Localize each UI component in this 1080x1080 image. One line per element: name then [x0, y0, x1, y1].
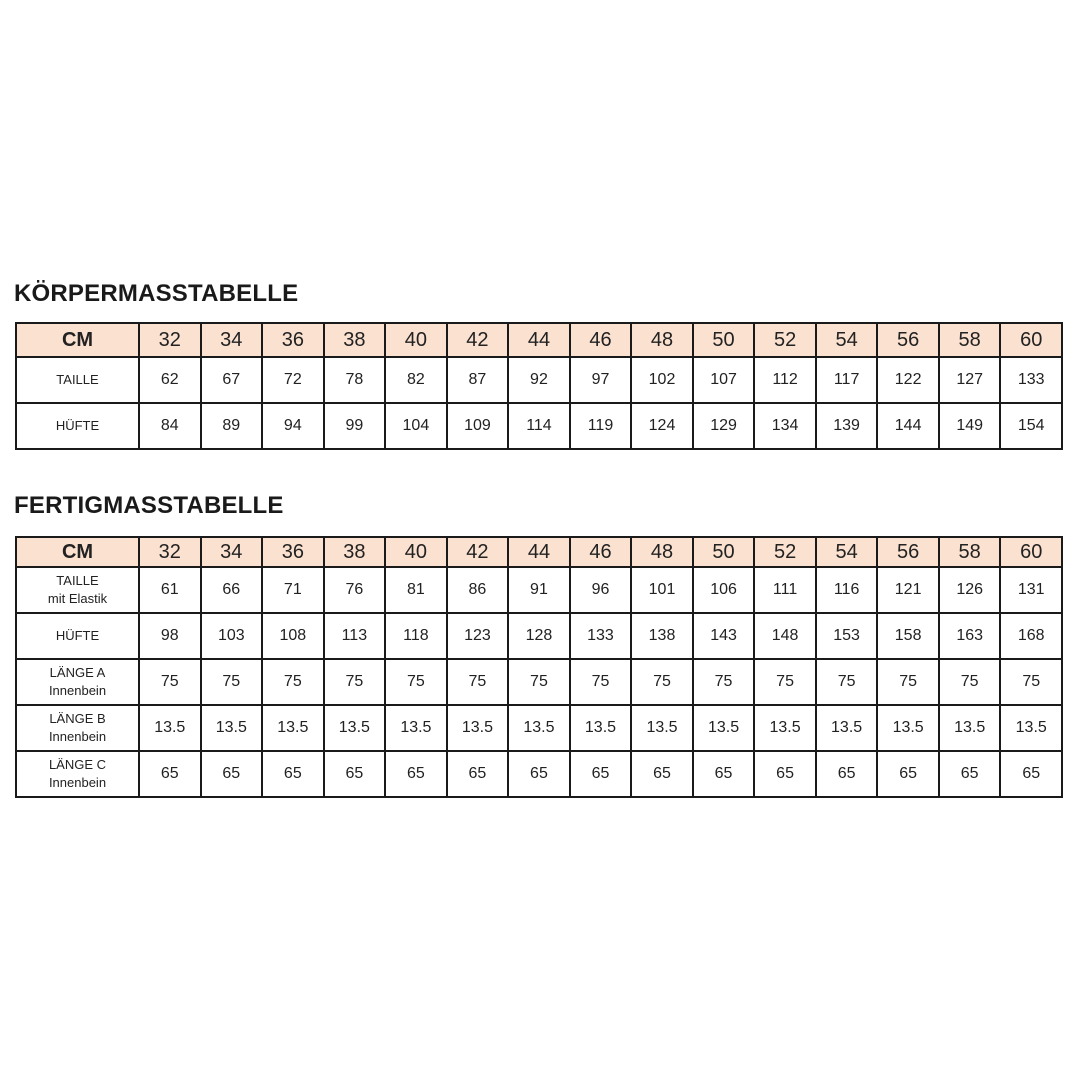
size-header-cell: 58: [939, 537, 1001, 567]
row-label-line: HÜFTE: [55, 418, 100, 433]
row-label-line: HÜFTE: [55, 628, 100, 643]
measurement-cell: 75: [754, 659, 816, 705]
measurement-cell: 121: [877, 567, 939, 613]
size-header-cell: 46: [570, 323, 632, 357]
size-header-cell: 54: [816, 537, 878, 567]
size-header-cell: 56: [877, 323, 939, 357]
size-header-cell: 32: [139, 323, 201, 357]
measurement-cell: 13.5: [631, 705, 693, 751]
size-header-cell: 48: [631, 537, 693, 567]
measurement-cell: 138: [631, 613, 693, 659]
unit-header-cell: CM: [16, 537, 139, 567]
table-row: [16, 705, 1062, 751]
measurement-cell: 101: [631, 567, 693, 613]
measurement-cell: 92: [508, 357, 570, 403]
measurement-cell: 13.5: [262, 705, 324, 751]
measurement-cell: 75: [693, 659, 755, 705]
table-row: [16, 613, 1062, 659]
measurement-cell: 98: [139, 613, 201, 659]
measurement-cell: 65: [693, 751, 755, 797]
measurement-cell: 75: [631, 659, 693, 705]
measurement-cell: 65: [385, 751, 447, 797]
measurement-cell: 128: [508, 613, 570, 659]
measurement-cell: 72: [262, 357, 324, 403]
measurement-cell: 75: [201, 659, 263, 705]
finished-measurements-title: FERTIGMASSTABELLE: [14, 492, 284, 519]
size-header-cell: 32: [139, 537, 201, 567]
measurement-cell: 65: [1000, 751, 1062, 797]
measurement-cell: 81: [385, 567, 447, 613]
size-header-cell: 44: [508, 323, 570, 357]
measurement-cell: 13.5: [754, 705, 816, 751]
size-header-row: [16, 537, 1062, 567]
measurement-cell: 65: [570, 751, 632, 797]
row-label-line: Innenbein: [48, 683, 107, 698]
table-row: [16, 403, 1062, 449]
size-header-cell: 38: [324, 323, 386, 357]
row-label-line: LÄNGE A: [49, 665, 106, 680]
measurement-cell: 103: [201, 613, 263, 659]
row-label-cell: [16, 613, 139, 659]
row-label-line: mit Elastik: [47, 591, 108, 606]
measurement-cell: 13.5: [570, 705, 632, 751]
measurement-cell: 97: [570, 357, 632, 403]
measurement-cell: 13.5: [877, 705, 939, 751]
row-label-cell: [16, 659, 139, 705]
measurement-cell: 153: [816, 613, 878, 659]
measurement-cell: 65: [877, 751, 939, 797]
size-header-cell: 56: [877, 537, 939, 567]
measurement-cell: 13.5: [139, 705, 201, 751]
measurement-cell: 65: [508, 751, 570, 797]
measurement-cell: 75: [877, 659, 939, 705]
measurement-cell: 113: [324, 613, 386, 659]
size-header-cell: 50: [693, 537, 755, 567]
row-label-line: TAILLE: [56, 372, 99, 387]
measurement-cell: 108: [262, 613, 324, 659]
measurement-cell: 76: [324, 567, 386, 613]
measurement-cell: 13.5: [816, 705, 878, 751]
measurement-cell: 114: [508, 403, 570, 449]
measurement-cell: 65: [262, 751, 324, 797]
finished-measurements-table: [15, 536, 1063, 798]
measurement-cell: 87: [447, 357, 509, 403]
measurement-cell: 168: [1000, 613, 1062, 659]
size-header-cell: 48: [631, 323, 693, 357]
row-label-line: LÄNGE B: [49, 711, 106, 726]
measurement-cell: 131: [1000, 567, 1062, 613]
measurement-cell: 13.5: [447, 705, 509, 751]
measurement-cell: 75: [139, 659, 201, 705]
measurement-cell: 67: [201, 357, 263, 403]
measurement-cell: 13.5: [508, 705, 570, 751]
measurement-cell: 134: [754, 403, 816, 449]
measurement-cell: 123: [447, 613, 509, 659]
measurement-cell: 65: [754, 751, 816, 797]
measurement-cell: 102: [631, 357, 693, 403]
row-label-cell: [16, 567, 139, 613]
measurement-cell: 13.5: [693, 705, 755, 751]
body-measurements-table: [15, 322, 1063, 450]
measurement-cell: 75: [447, 659, 509, 705]
measurement-cell: 163: [939, 613, 1001, 659]
measurement-cell: 75: [570, 659, 632, 705]
measurement-cell: 65: [816, 751, 878, 797]
measurement-cell: 119: [570, 403, 632, 449]
measurement-cell: 75: [939, 659, 1001, 705]
measurement-cell: 65: [324, 751, 386, 797]
measurement-cell: 111: [754, 567, 816, 613]
size-header-cell: 60: [1000, 537, 1062, 567]
unit-header-cell: CM: [16, 323, 139, 357]
measurement-cell: 117: [816, 357, 878, 403]
measurement-cell: 139: [816, 403, 878, 449]
measurement-cell: 65: [631, 751, 693, 797]
measurement-cell: 104: [385, 403, 447, 449]
measurement-cell: 133: [1000, 357, 1062, 403]
measurement-cell: 75: [324, 659, 386, 705]
measurement-cell: 66: [201, 567, 263, 613]
measurement-cell: 94: [262, 403, 324, 449]
size-header-cell: 34: [201, 323, 263, 357]
measurement-cell: 13.5: [324, 705, 386, 751]
row-label-line: TAILLE: [56, 573, 99, 588]
measurement-cell: 109: [447, 403, 509, 449]
measurement-cell: 89: [201, 403, 263, 449]
measurement-cell: 86: [447, 567, 509, 613]
measurement-cell: 158: [877, 613, 939, 659]
measurement-cell: 62: [139, 357, 201, 403]
measurement-cell: 133: [570, 613, 632, 659]
measurement-cell: 149: [939, 403, 1001, 449]
body-measurements-title: KÖRPERMASSTABELLE: [14, 280, 299, 307]
measurement-cell: 65: [939, 751, 1001, 797]
measurement-cell: 13.5: [201, 705, 263, 751]
measurement-cell: 148: [754, 613, 816, 659]
size-header-cell: 42: [447, 323, 509, 357]
measurement-cell: 13.5: [939, 705, 1001, 751]
measurement-cell: 107: [693, 357, 755, 403]
measurement-cell: 61: [139, 567, 201, 613]
table-row: [16, 567, 1062, 613]
measurement-cell: 65: [201, 751, 263, 797]
size-header-row: [16, 323, 1062, 357]
measurement-cell: 126: [939, 567, 1001, 613]
measurement-cell: 129: [693, 403, 755, 449]
measurement-cell: 84: [139, 403, 201, 449]
row-label-line: LÄNGE C: [48, 757, 107, 772]
size-header-cell: 50: [693, 323, 755, 357]
measurement-cell: 91: [508, 567, 570, 613]
size-header-cell: 40: [385, 323, 447, 357]
row-label-cell: [16, 751, 139, 797]
measurement-cell: 116: [816, 567, 878, 613]
row-label-cell: [16, 705, 139, 751]
measurement-cell: 112: [754, 357, 816, 403]
size-header-cell: 40: [385, 537, 447, 567]
measurement-cell: 122: [877, 357, 939, 403]
size-header-cell: 60: [1000, 323, 1062, 357]
table-row: [16, 751, 1062, 797]
measurement-cell: 127: [939, 357, 1001, 403]
measurement-cell: 75: [508, 659, 570, 705]
measurement-cell: 82: [385, 357, 447, 403]
row-label-cell: [16, 403, 139, 449]
size-header-cell: 36: [262, 323, 324, 357]
size-header-cell: 58: [939, 323, 1001, 357]
table-row: [16, 659, 1062, 705]
size-header-cell: 42: [447, 537, 509, 567]
measurement-cell: 154: [1000, 403, 1062, 449]
row-label-cell: [16, 357, 139, 403]
measurement-cell: 75: [385, 659, 447, 705]
measurement-cell: 78: [324, 357, 386, 403]
row-label-line: Innenbein: [48, 775, 107, 790]
measurement-cell: 75: [262, 659, 324, 705]
table-row: [16, 357, 1062, 403]
size-header-cell: 52: [754, 537, 816, 567]
size-header-cell: 38: [324, 537, 386, 567]
measurement-cell: 13.5: [1000, 705, 1062, 751]
measurement-cell: 75: [816, 659, 878, 705]
size-header-cell: 34: [201, 537, 263, 567]
measurement-cell: 75: [1000, 659, 1062, 705]
measurement-cell: 118: [385, 613, 447, 659]
measurement-cell: 71: [262, 567, 324, 613]
measurement-cell: 65: [139, 751, 201, 797]
size-header-cell: 36: [262, 537, 324, 567]
size-header-cell: 54: [816, 323, 878, 357]
measurement-cell: 65: [447, 751, 509, 797]
size-header-cell: 52: [754, 323, 816, 357]
measurement-cell: 106: [693, 567, 755, 613]
measurement-cell: 96: [570, 567, 632, 613]
measurement-cell: 124: [631, 403, 693, 449]
measurement-cell: 143: [693, 613, 755, 659]
measurement-cell: 144: [877, 403, 939, 449]
size-header-cell: 46: [570, 537, 632, 567]
size-header-cell: 44: [508, 537, 570, 567]
measurement-cell: 99: [324, 403, 386, 449]
row-label-line: Innenbein: [48, 729, 107, 744]
measurement-cell: 13.5: [385, 705, 447, 751]
